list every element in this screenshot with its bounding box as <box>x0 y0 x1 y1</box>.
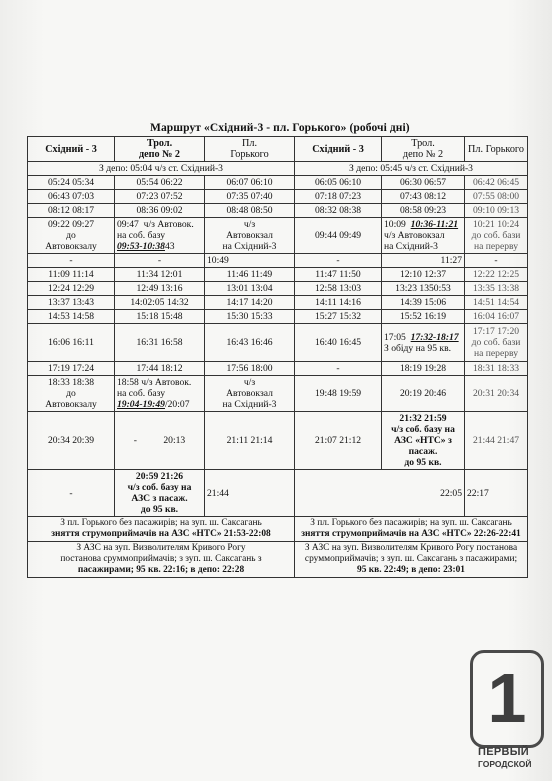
cell: 13:23 1350:53 <box>382 282 465 296</box>
cell: 18:58 ч/з Автовок. на соб. базу 19:04-19:49/20:07 <box>115 376 205 412</box>
header-cell: Трол. депо № 2 <box>115 137 205 162</box>
header-cell: Пл. Горького <box>205 137 295 162</box>
header-cell: Трол. депо № 2 <box>382 137 465 162</box>
table-row <box>28 176 528 190</box>
cell: 22:17 <box>465 470 528 517</box>
cell: 12:49 13:16 <box>115 282 205 296</box>
table-row <box>28 412 528 470</box>
cell: 15:52 16:19 <box>382 310 465 324</box>
cell: 21:44 21:47 <box>465 412 528 470</box>
cell: 09:47 ч/з Автовок. на соб. базу 09:53-10:3843 <box>115 218 205 254</box>
cell: 07:55 08:00 <box>465 190 528 204</box>
cell: - <box>115 254 205 268</box>
cell: 07:23 07:52 <box>115 190 205 204</box>
cell: 06:43 07:03 <box>28 190 115 204</box>
cell: 11:34 12:01 <box>115 268 205 282</box>
cell: 12:24 12:29 <box>28 282 115 296</box>
cell: 17:05 17:32-18:17 З обіду на 95 кв. <box>382 324 465 362</box>
brand-subname: ГОРОДСКОЙ <box>478 759 532 769</box>
cell: 12:22 12:25 <box>465 268 528 282</box>
cell: 20:34 20:39 <box>28 412 115 470</box>
table-row <box>28 324 528 362</box>
cell: 20:31 20:34 <box>465 376 528 412</box>
cell: 13:37 13:43 <box>28 296 115 310</box>
cell: 06:05 06:10 <box>295 176 382 190</box>
cell: 08:32 08:38 <box>295 204 382 218</box>
note-left-2: З АЗС на зуп. Визволителям Кривого Рогу постанова сруммоприймачів; з зуп. ш. Саксагань з пасажирами; 95 кв. 22:16; в депо: 22:28 <box>28 542 295 578</box>
cell: 10:09 10:36-11:21 ч/з Автовокзал на Східний-3 <box>382 218 465 254</box>
cell: 22:05 <box>295 470 465 517</box>
table-row <box>28 218 528 254</box>
cell: - 20:13 <box>115 412 205 470</box>
cell: 18:33 18:38 до Автовокзалу <box>28 376 115 412</box>
cell: ч/з Автовокзал на Східний-3 <box>205 376 295 412</box>
cell: ч/з Автовокзал на Східний-3 <box>205 218 295 254</box>
cell: 16:40 16:45 <box>295 324 382 362</box>
cell: 20:59 21:26 ч/з соб. базу на АЗС з пасаж. до 95 кв. <box>115 470 205 517</box>
cell: 16:04 16:07 <box>465 310 528 324</box>
cell: 14:53 14:58 <box>28 310 115 324</box>
cell: 06:07 06:10 <box>205 176 295 190</box>
header-cell: Східний - 3 <box>295 137 382 162</box>
cell: 19:48 19:59 <box>295 376 382 412</box>
cell: 14:51 14:54 <box>465 296 528 310</box>
cell: - <box>295 254 382 268</box>
cell: 13:01 13:04 <box>205 282 295 296</box>
table-row <box>28 254 528 268</box>
note-row <box>28 517 528 542</box>
table-row <box>28 282 528 296</box>
cell: 11:09 11:14 <box>28 268 115 282</box>
header-cell: Пл. Горького <box>465 137 528 162</box>
cell: 13:35 13:38 <box>465 282 528 296</box>
timetable <box>27 136 528 578</box>
cell: 15:30 15:33 <box>205 310 295 324</box>
note-left-1: З пл. Горького без пасажирів; на зуп. ш. Саксагань зняття струмоприймачів на АЗС «НТС» 21:53-22:08 <box>28 517 295 542</box>
depot-departure-row <box>28 162 528 176</box>
cell: 20:19 20:46 <box>382 376 465 412</box>
cell: 09:10 09:13 <box>465 204 528 218</box>
cell: 08:12 08:17 <box>28 204 115 218</box>
table-row <box>28 470 528 517</box>
cell: 09:44 09:49 <box>295 218 382 254</box>
cell: 16:06 16:11 <box>28 324 115 362</box>
cell: 14:11 14:16 <box>295 296 382 310</box>
cell: 10:21 10:24 до соб. бази на перерву <box>465 218 528 254</box>
cell: 08:58 09:23 <box>382 204 465 218</box>
cell: 07:18 07:23 <box>295 190 382 204</box>
note-right-2: З АЗС на зуп. Визволителям Кривого Рогу постанова сруммоприймачів; з зуп. ш. Саксагань з пасажирами; 95 кв. 22:49; в депо: 23:01 <box>295 542 528 578</box>
cell: 07:35 07:40 <box>205 190 295 204</box>
cell: - <box>295 362 382 376</box>
cell: 21:07 21:12 <box>295 412 382 470</box>
cell: 05:24 05:34 <box>28 176 115 190</box>
cell: 18:31 18:33 <box>465 362 528 376</box>
table-row <box>28 362 528 376</box>
table-row <box>28 296 528 310</box>
cell: 16:43 16:46 <box>205 324 295 362</box>
cell: 14:39 15:06 <box>382 296 465 310</box>
cell: 16:31 16:58 <box>115 324 205 362</box>
table-row <box>28 190 528 204</box>
cell: 08:48 08:50 <box>205 204 295 218</box>
depot-right: З депо: 05:45 ч/з ст. Східний-3 <box>295 162 528 176</box>
cell: 11:46 11:49 <box>205 268 295 282</box>
cell: 07:43 08:12 <box>382 190 465 204</box>
cell: 11:27 <box>382 254 465 268</box>
cell: 17:17 17:20 до соб. бази на перерву <box>465 324 528 362</box>
table-row <box>28 204 528 218</box>
brand-logo <box>470 650 544 748</box>
cell: 21:32 21:59 ч/з соб. базу на АЗС «НТС» з пасаж. до 95 кв. <box>382 412 465 470</box>
cell: 08:36 09:02 <box>115 204 205 218</box>
cell: 14:02:05 14:32 <box>115 296 205 310</box>
note-row <box>28 542 528 578</box>
cell: 10:49 <box>205 254 295 268</box>
cell: 09:22 09:27 до Автовокзалу <box>28 218 115 254</box>
cell: 11:47 11:50 <box>295 268 382 282</box>
page-title: Маршрут «Східний-3 - пл. Горького» (робочі дні) <box>150 122 410 134</box>
cell: - <box>28 254 115 268</box>
table-header-row <box>28 137 528 162</box>
cell: 12:58 13:03 <box>295 282 382 296</box>
cell: 06:30 06:57 <box>382 176 465 190</box>
cell: 17:56 18:00 <box>205 362 295 376</box>
cell: 21:44 <box>205 470 295 517</box>
cell: - <box>465 254 528 268</box>
cell: 12:10 12:37 <box>382 268 465 282</box>
cell: 17:19 17:24 <box>28 362 115 376</box>
cell: 18:19 19:28 <box>382 362 465 376</box>
note-right-1: З пл. Горького без пасажирів; на зуп. ш. Саксагань зняття струмоприймачів на АЗС «НТС» 22:26-22:41 <box>295 517 528 542</box>
cell: 21:11 21:14 <box>205 412 295 470</box>
depot-left: З депо: 05:04 ч/з ст. Східний-3 <box>28 162 295 176</box>
cell: 15:18 15:48 <box>115 310 205 324</box>
cell: 14:17 14:20 <box>205 296 295 310</box>
table-row <box>28 376 528 412</box>
header-cell: Східний - 3 <box>28 137 115 162</box>
cell: 15:27 15:32 <box>295 310 382 324</box>
cell: 06:42 06:45 <box>465 176 528 190</box>
cell: 17:44 18:12 <box>115 362 205 376</box>
brand-name: ПЕРВЫЙ <box>478 746 529 758</box>
cell: - <box>28 470 115 517</box>
table-row <box>28 310 528 324</box>
brand-logo-glyph: 1 <box>487 659 527 737</box>
cell: 05:54 06:22 <box>115 176 205 190</box>
table-row <box>28 268 528 282</box>
